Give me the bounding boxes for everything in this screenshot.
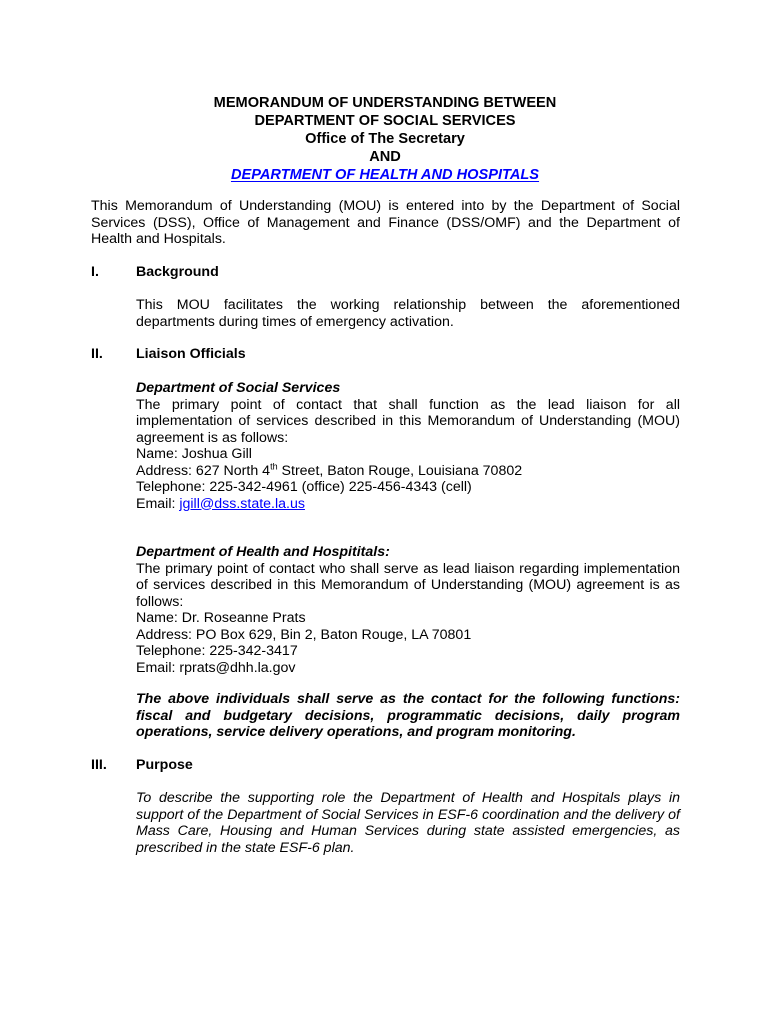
functions-paragraph: The above individuals shall serve as the contact for the following functions: fiscal and budgetary decisions, programmatic decisions, daily program operations, service delivery operations, and program monitoring. [136,691,680,740]
section-3-text: To describe the supporting role the Department of Health and Hospitals plays in support of the Department of Social Services in ESF-6 coordination and the delivery of Mass Care, Housing and Human Services during state assisted emergencies, as prescribed in the state ESF-6 plan. [136,790,680,856]
section-1-heading: Background [136,264,219,280]
dss-heading: Department of Social Services [136,380,341,396]
section-3-heading: Purpose [136,757,193,773]
dss-text: The primary point of contact that shall function as the lead liaison for all implementation of services described in this Memorandum of Understanding (MOU) agreement is as follows: [136,396,680,446]
title-line-3: Office of The Secretary [305,131,465,147]
section-2-number: II. [91,346,103,362]
section-1-text: This MOU facilitates the working relationship between the aforementioned departments during times of emergency activation. [136,297,680,330]
title-line-5: DEPARTMENT OF HEALTH AND HOSPITALS [230,167,540,183]
section-2-heading: Liaison Officials [136,346,246,362]
intro-paragraph: This Memorandum of Understanding (MOU) is entered into by the Department of Social Services (DSS), Office of Management and Finance (DSS/OMF) and the Department of Health and Hospitals. [91,198,680,247]
dhh-email: Email: rprats@dhh.la.gov [136,659,296,676]
dss-address-post: Street, Baton Rouge, Louisiana 70802 [277,462,523,479]
dss-email-line [136,496,680,513]
title-line-2: DEPARTMENT OF SOCIAL SERVICES [254,113,516,129]
dhh-address: Address: PO Box 629, Bin 2, Baton Rouge, LA 70801 [136,626,472,643]
dss-name: Name: Joshua Gill [136,446,252,462]
dss-telephone: Telephone: 225-342-4961 (office) 225-456-4343 (cell) [136,479,472,495]
dss-address-sup: th [270,460,278,471]
dss-liaison-block [136,380,680,512]
dss-email-label: Email: [136,495,180,512]
dss-email-link[interactable]: jgill@dss.state.la.us [179,495,305,512]
section-1-number: I. [91,264,99,280]
document-title [0,94,770,184]
section-3-number: III. [91,757,107,773]
dss-address-pre: Address: 627 North 4 [136,462,271,479]
title-line-4: AND [369,149,401,165]
dhh-telephone: Telephone: 225-342-3417 [136,643,298,659]
dhh-name: Name: Dr. Roseanne Prats [136,610,306,626]
dhh-heading: Department of Health and Hospititals: [136,544,390,560]
dss-address [136,460,680,480]
dhh-liaison-block [136,544,680,676]
dhh-text: The primary point of contact who shall serve as lead liaison regarding implementation of services described in this Memorandum of Understanding (MOU) agreement is as follows: [136,560,680,610]
title-line-1: MEMORANDUM OF UNDERSTANDING BETWEEN [213,95,557,111]
